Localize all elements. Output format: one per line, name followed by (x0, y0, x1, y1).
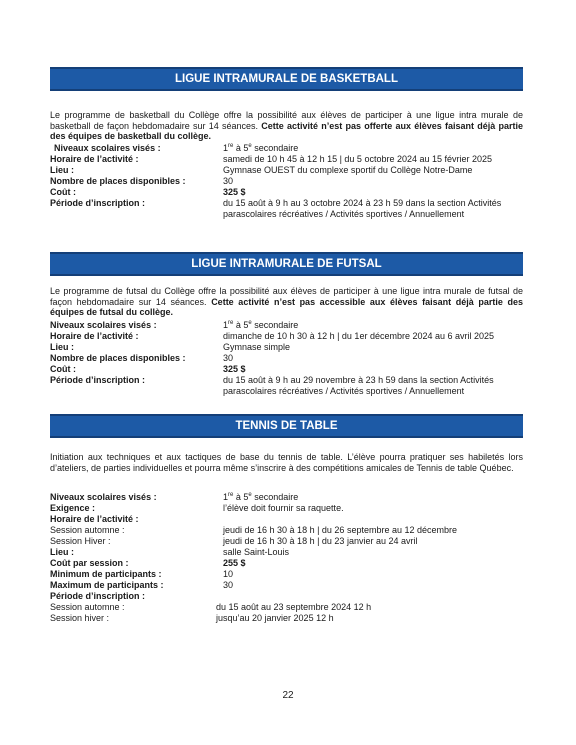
futsal-places-row (50, 353, 523, 364)
field-value: Gymnase OUEST du complexe sportif du Collège Notre-Dame (223, 165, 473, 175)
tennis-exigence-row (50, 503, 523, 514)
field-value: du 15 août à 9 h au 3 octobre 2024 à 23 h 59 dans la section Activités (223, 198, 502, 208)
field-value: du 15 août à 9 h au 29 novembre à 23 h 59 dans la section Activités (223, 375, 494, 385)
tennis-session-hiver-row (50, 536, 523, 547)
field-label: Niveaux scolaires visés : (50, 492, 157, 502)
basketball-intro (50, 110, 523, 142)
field-label: Période d’inscription : (50, 375, 146, 385)
field-value: du 15 août au 23 septembre 2024 12 h (216, 602, 372, 612)
field-label: Session Hiver : (50, 536, 111, 546)
field-label: Coût : (50, 364, 76, 374)
intro-text: Le programme de basketball du Collège offre la possibilité aux élèves de participer à une ligue intra murale de basketball de façon hebdomadaire sur 14 séances. (50, 110, 523, 131)
tennis-max-row (50, 580, 523, 591)
basketball-cout-row (50, 187, 523, 198)
field-value: salle Saint-Louis (223, 547, 290, 557)
section-title: TENNIS DE TABLE (235, 420, 338, 432)
field-label: Coût par session : (50, 558, 129, 568)
field-label: Session automne : (50, 602, 125, 612)
field-value: 1re à 5e secondaire (223, 492, 299, 502)
tennis-periode-hiver-row (50, 613, 523, 624)
field-value: 1re à 5e secondaire (223, 143, 299, 153)
field-value: 325 $ (223, 187, 246, 197)
field-value: samedi de 10 h 45 à 12 h 15 | du 5 octobre 2024 au 15 février 2025 (223, 154, 493, 164)
tennis-periode-row (50, 591, 523, 602)
tennis-intro (50, 452, 523, 473)
intro-bold-text: Cette activité n’est pas accessible aux élèves faisant déjà partie des équipes de futsal du collège. (50, 296, 523, 318)
field-label: Nombre de places disponibles : (50, 353, 186, 363)
field-label: Nombre de places disponibles : (50, 176, 186, 186)
field-value: 1re à 5e secondaire (223, 320, 299, 330)
field-label: Période d’inscription : (50, 198, 146, 208)
field-label: Lieu : (50, 165, 74, 175)
intro-text: Initiation aux techniques et aux tactiques de base du tennis de table. L’élève pourra pratiquer ses habiletés lors d’ateliers, de parties individuelles et pourra même s’inscrire à des compétitions amicales de Tennis de table Québec. (50, 452, 523, 473)
tennis-cout-row (50, 558, 523, 569)
field-value-continued: parascolaires récréatives / Activités sportives / Annuellement (223, 386, 465, 396)
futsal-lieu-row (50, 342, 523, 353)
basketball-lieu-row (50, 165, 523, 176)
section-banner-futsal (50, 252, 523, 276)
basketball-periode-row (50, 198, 523, 209)
field-value-continued: parascolaires récréatives / Activités sportives / Annuellement (223, 209, 465, 219)
field-value: 30 (223, 176, 234, 186)
futsal-horaire-row (50, 331, 523, 342)
field-label: Horaire de l’activité : (50, 154, 139, 164)
section-banner-tennis (50, 414, 523, 438)
futsal-periode-row (50, 375, 523, 386)
tennis-niveaux-row (50, 492, 523, 503)
field-label: Coût : (50, 187, 76, 197)
field-value: Gymnase simple (223, 342, 291, 352)
field-value: dimanche de 10 h 30 à 12 h | du 1er décembre 2024 au 6 avril 2025 (223, 331, 495, 341)
field-label: Horaire de l’activité : (50, 514, 139, 524)
field-label: Session automne : (50, 525, 125, 535)
tennis-session-automne-row (50, 525, 523, 536)
field-value: l’élève doit fournir sa raquette. (223, 503, 344, 513)
page-number: 22 (282, 690, 294, 701)
futsal-cout-row (50, 364, 523, 375)
field-label: Session hiver : (50, 613, 110, 623)
basketball-places-row (50, 176, 523, 187)
basketball-niveaux-row (50, 143, 523, 154)
section-title: LIGUE INTRAMURALE DE BASKETBALL (175, 73, 398, 85)
field-label: Exigence : (50, 503, 96, 513)
tennis-min-row (50, 569, 523, 580)
basketball-horaire-row (50, 154, 523, 165)
field-value: jeudi de 16 h 30 à 18 h | du 26 septembre au 12 décembre (223, 525, 458, 535)
field-label: Maximum de participants : (50, 580, 164, 590)
futsal-intro (50, 286, 523, 318)
field-value: 30 (223, 353, 234, 363)
field-value: jusqu’au 20 janvier 2025 12 h (216, 613, 334, 623)
field-label: Niveaux scolaires visés : (54, 143, 161, 153)
field-label: Horaire de l’activité : (50, 331, 139, 341)
field-value: 255 $ (223, 558, 246, 568)
tennis-periode-automne-row (50, 602, 523, 613)
field-label: Période d’inscription : (50, 591, 146, 601)
section-banner-basketball (50, 67, 523, 91)
tennis-lieu-row (50, 547, 523, 558)
intro-bold-text: Cette activité n’est pas offerte aux élèves faisant déjà partie des équipes de basketball du collège. (50, 120, 523, 142)
field-label: Niveaux scolaires visés : (50, 320, 157, 330)
intro-text: Le programme de futsal du Collège offre la possibilité aux élèves de participer à une ligue intra murale de futsal de façon hebdomadaire sur 14 séances. (50, 286, 523, 307)
field-label: Lieu : (50, 547, 74, 557)
tennis-horaire-row (50, 514, 523, 525)
section-title: LIGUE INTRAMURALE DE FUTSAL (191, 258, 382, 270)
field-value: jeudi de 16 h 30 à 18 h | du 23 janvier au 24 avril (223, 536, 418, 546)
futsal-niveaux-row (50, 320, 523, 331)
field-label: Lieu : (50, 342, 74, 352)
field-value: 325 $ (223, 364, 246, 374)
field-value: 30 (223, 580, 234, 590)
field-value: 10 (223, 569, 234, 579)
field-label: Minimum de participants : (50, 569, 162, 579)
